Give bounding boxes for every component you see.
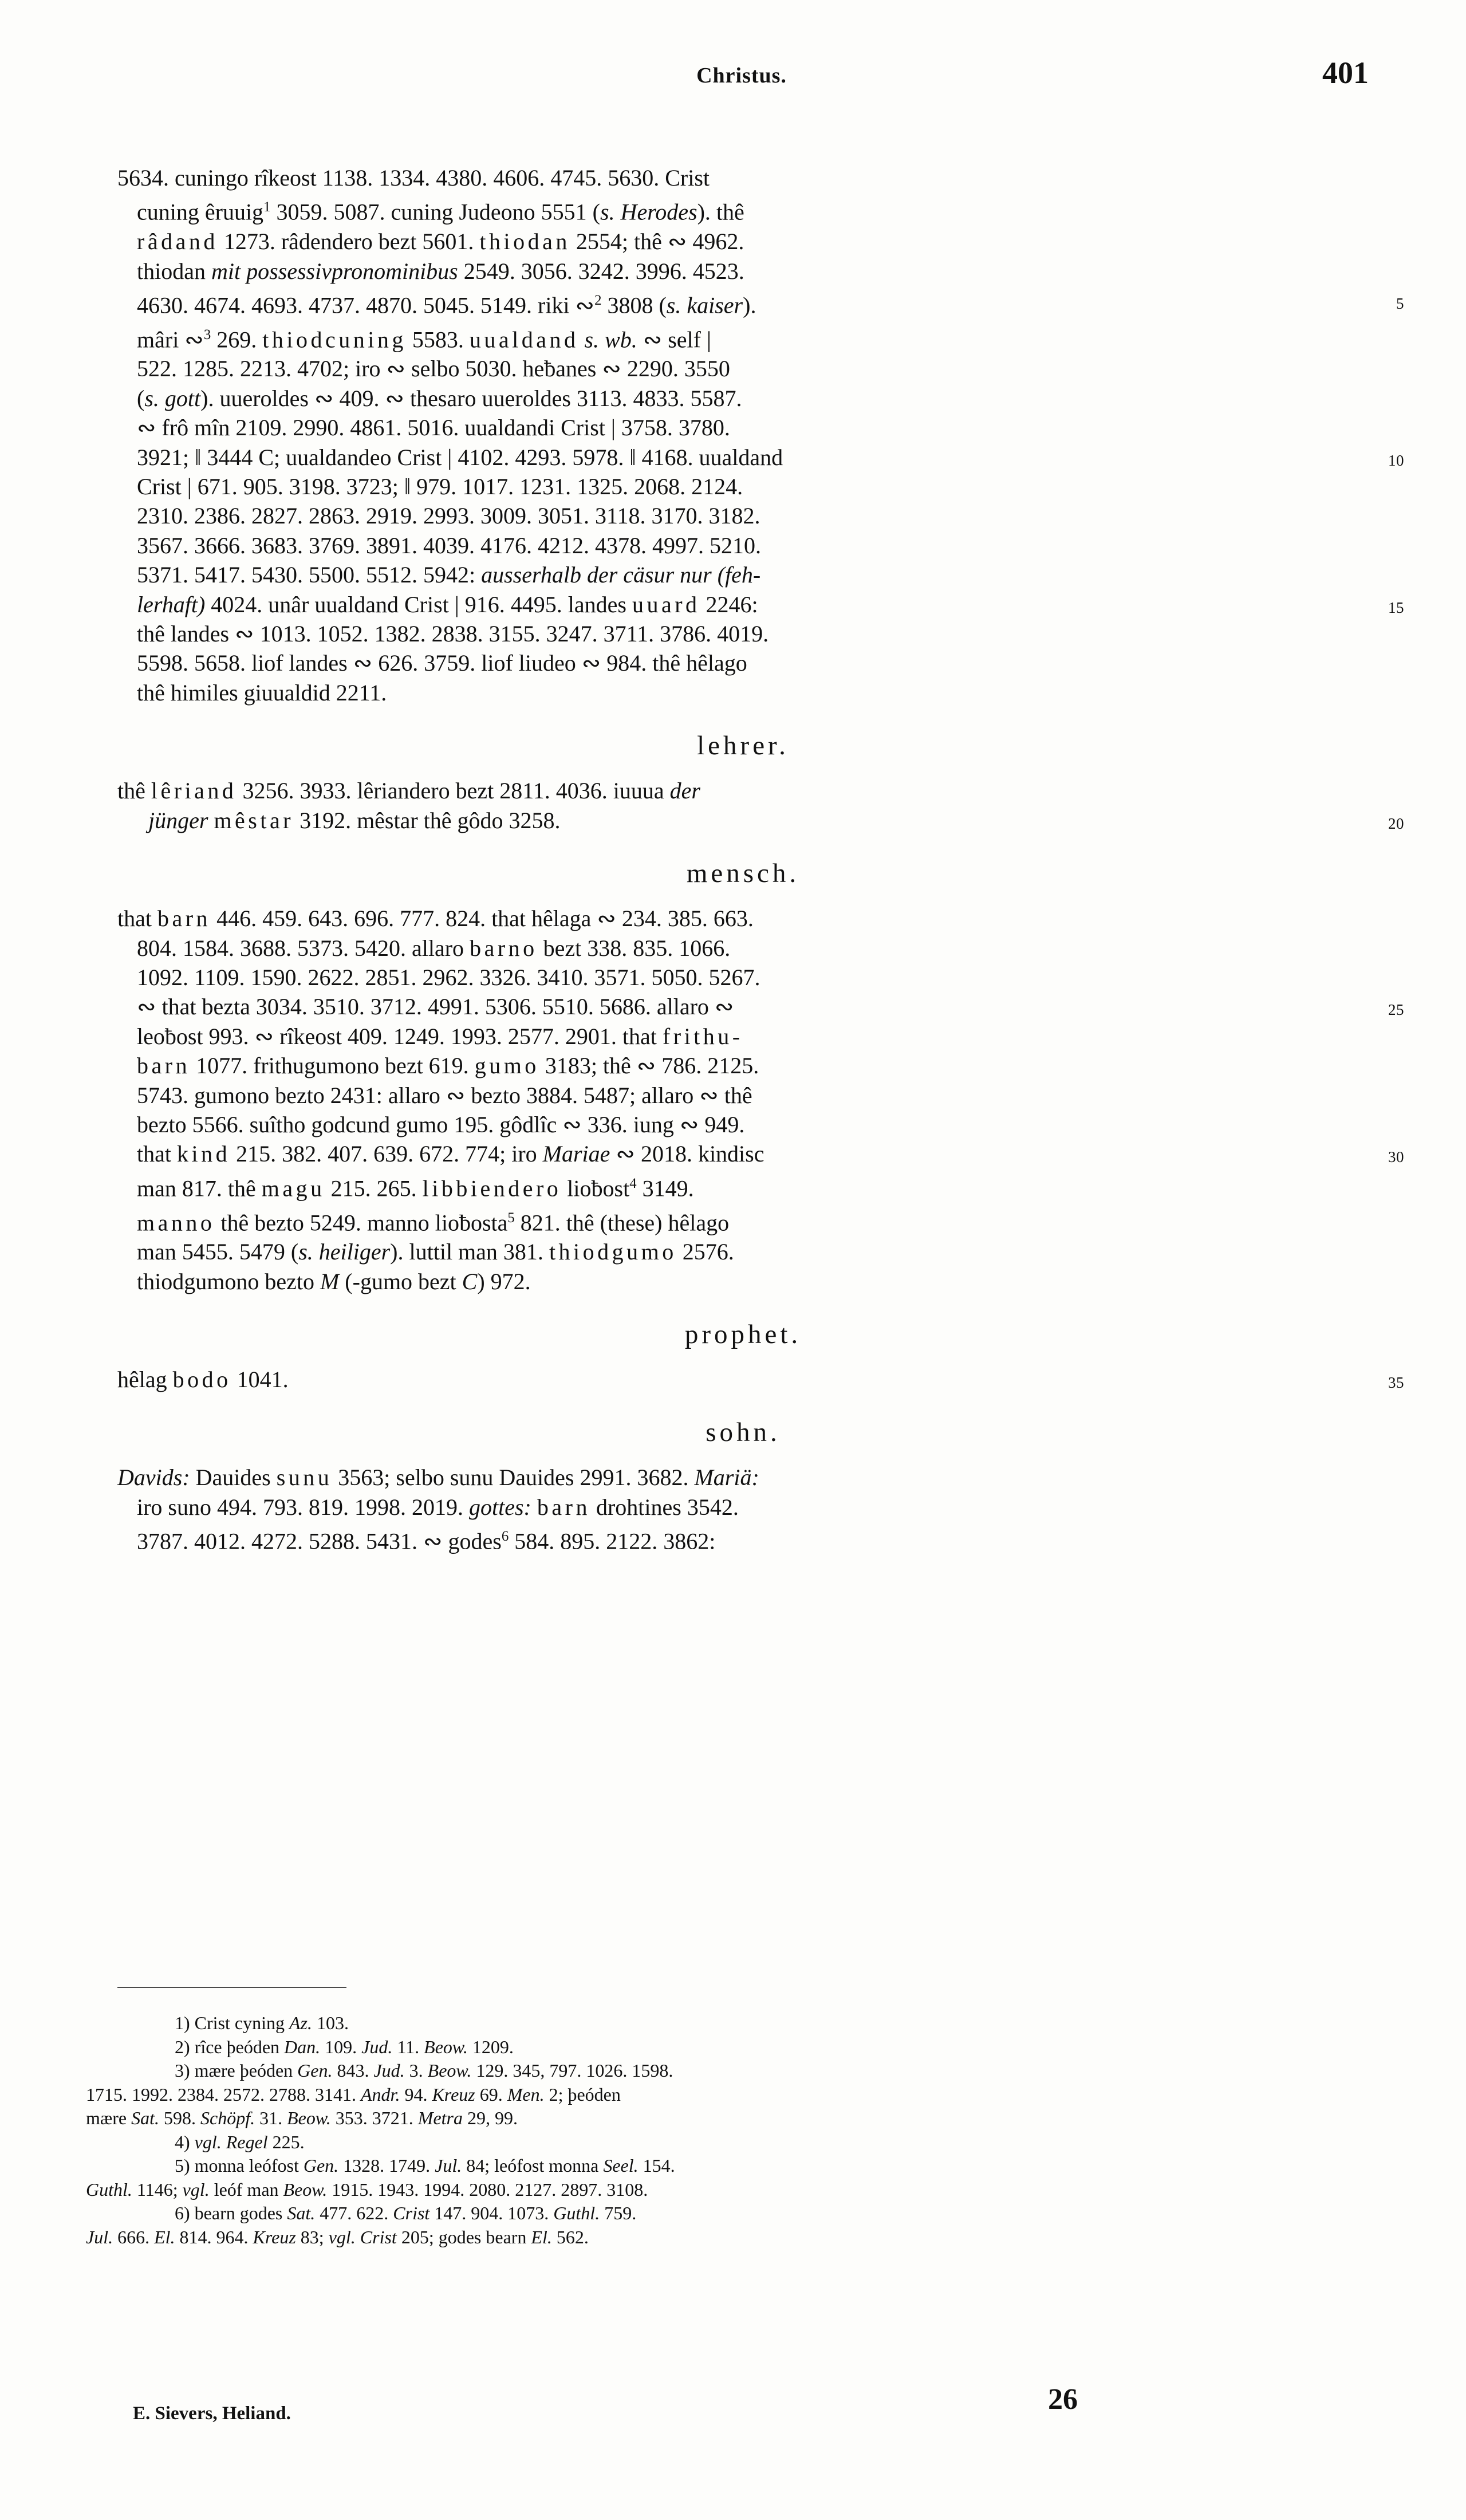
text-line: 5371. 5417. 5430. 5500. 5512. 5942: ausserhalb der cäsur nur (feh- bbox=[137, 562, 761, 588]
text-line: 3921; ‖ 3444 C; uualdandeo Crist | 4102. 4293. 5978. ‖ 4168. uualdand 10 bbox=[117, 443, 1369, 472]
footnote-line: 3) mære þeóden Gen. 843. Jud. 3. Beow. 129. 345, 797. 1026. 1598. bbox=[175, 2060, 673, 2081]
text-line: thê himiles giuualdid 2211. bbox=[137, 679, 387, 706]
text-line: Davids: Dauides sunu 3563; selbo sunu Dauides 2991. 3682. Mariä: bbox=[117, 1464, 759, 1491]
margin-line-number: 20 bbox=[1388, 814, 1404, 832]
text-line: 2310. 2386. 2827. 2863. 2919. 2993. 3009. 3051. 3118. 3170. 3182. bbox=[137, 503, 760, 529]
text-line: barn 1077. frithugumono bezt 619. gumo 3183; thê ∾ 786. 2125. bbox=[137, 1053, 759, 1079]
text-line: thiodgumono bezto M (-gumo bezt C) 972. bbox=[137, 1268, 531, 1294]
margin-line-number: 25 bbox=[1388, 1001, 1404, 1019]
text-line: that barn 446. 459. 643. 696. 777. 824. that hêlaga ∾ 234. 385. 663. bbox=[117, 905, 754, 932]
section-body-prophet bbox=[117, 1365, 1404, 1394]
section-heading-sohn: sohn. bbox=[706, 1418, 781, 1448]
text-line: 3567. 3666. 3683. 3769. 3891. 4039. 4176. 4212. 4378. 4997. 5210. bbox=[137, 532, 761, 558]
footnote-line: 1) Crist cyning Az. 103. bbox=[175, 2013, 349, 2033]
text-line: 5598. 5658. liof landes ∾ 626. 3759. liof liudeo ∾ 984. thê hêlago bbox=[137, 650, 747, 676]
text-line: 4630. 4674. 4693. 4737. 4870. 5045. 5149. riki ∾$^2$ 3808 (s. kaiser). 5 bbox=[117, 286, 1369, 320]
page-folio-number: 401 bbox=[1322, 56, 1369, 90]
text-line: thê landes ∾ 1013. 1052. 1382. 2838. 3155. 3247. 3711. 3786. 4019. bbox=[137, 621, 769, 647]
text-line: iro suno 494. 793. 819. 1998. 2019. gottes: barn drohtines 3542. bbox=[137, 1494, 739, 1520]
text-line: 804. 1584. 3688. 5373. 5420. allaro barno bezt 338. 835. 1066. bbox=[137, 935, 731, 961]
margin-line-number: 5 bbox=[1396, 294, 1404, 312]
footnote-line: Guthl. 1146; vgl. leóf man Beow. 1915. 1943. 1994. 2080. 2127. 2897. 3108. bbox=[86, 2179, 648, 2200]
text-line: mâri ∾$^3$ 269. thiodcuning 5583. uualdand s. wb. ∾ self | bbox=[137, 326, 711, 353]
text-line: manno thê bezto 5249. manno lioƀosta$^5$ 821. thê (these) hêlago bbox=[137, 1209, 730, 1235]
text-line: man 817. thê magu 215. 265. libbiendero lioƀost$^4$ 3149. bbox=[137, 1175, 694, 1202]
text-line: that kind 215. 382. 407. 639. 672. 774; iro Mariae ∾ 2018. kindisc 30 bbox=[117, 1139, 1369, 1168]
text-line: bezto 5566. suîtho godcund gumo 195. gôdlîc ∾ 336. iung ∾ 949. bbox=[137, 1111, 745, 1137]
text-line: cuning êruuig$^1$ 3059. 5087. cuning Judeono 5551 (s. Herodes). thê bbox=[137, 199, 744, 225]
text-line: 5743. gumono bezto 2431: allaro ∾ bezto 3884. 5487; allaro ∾ thê bbox=[137, 1082, 752, 1108]
signature-number: 26 bbox=[1048, 2383, 1078, 2416]
text-line: man 5455. 5479 (s. heiliger). luttil man 381. thiodgumo 2576. bbox=[137, 1239, 734, 1265]
text-line: ∾ that bezta 3034. 3510. 3712. 4991. 5306. 5510. 5686. allaro ∾ 25 bbox=[117, 992, 1369, 1021]
footnote-block bbox=[86, 2011, 1374, 2249]
colophon-text: E. Sievers, Heliand. bbox=[133, 2403, 291, 2424]
footnote-line: mære Sat. 598. Schöpf. 31. Beow. 353. 3721. Metra 29, 99. bbox=[86, 2108, 518, 2128]
section-body-christus bbox=[117, 163, 1404, 707]
text-line: 1092. 1109. 1590. 2622. 2851. 2962. 3326. 3410. 3571. 5050. 5267. bbox=[137, 964, 760, 990]
margin-line-number: 30 bbox=[1388, 1148, 1404, 1166]
text-line: 5634. cuningo rîkeost 1138. 1334. 4380. 4606. 4745. 5630. Crist bbox=[117, 165, 710, 191]
footnote-line: Jul. 666. El. 814. 964. Kreuz 83; vgl. Crist 205; godes bearn El. 562. bbox=[86, 2226, 589, 2247]
footnote-line: 5) monna leófost Gen. 1328. 1749. Jul. 84; leófost monna Seel. 154. bbox=[175, 2155, 675, 2176]
text-line: lerhaft) 4024. unâr uualdand Crist | 916. 4495. landes uuard 2246: 15 bbox=[117, 590, 1369, 619]
text-line: ∾ frô mîn 2109. 2990. 4861. 5016. uualdandi Crist | 3758. 3780. bbox=[137, 415, 730, 441]
text-line: 3787. 4012. 4272. 5288. 5431. ∾ godes$^6$ 584. 895. 2122. 3862: bbox=[137, 1528, 716, 1554]
text-line: jünger mêstar 3192. mêstar thê gôdo 3258. 20 bbox=[117, 806, 1369, 835]
main-text-column bbox=[117, 163, 1404, 1556]
margin-line-number: 35 bbox=[1388, 1374, 1404, 1392]
margin-line-number: 10 bbox=[1388, 451, 1404, 469]
text-line: 522. 1285. 2213. 4702; iro ∾ selbo 5030. heƀanes ∾ 2290. 3550 bbox=[137, 356, 730, 382]
section-heading-prophet: prophet. bbox=[684, 1320, 802, 1350]
section-body-sohn bbox=[117, 1463, 1369, 1556]
text-line: leoƀost 993. ∾ rîkeost 409. 1249. 1993. 2577. 2901. that frithu- bbox=[137, 1023, 743, 1049]
running-head-title: Christus. bbox=[696, 64, 787, 88]
section-body-lehrer bbox=[117, 776, 1404, 835]
text-line: hêlag bodo 1041. 35 bbox=[117, 1365, 1369, 1394]
text-line: thiodan mit possessivpronominibus 2549. 3056. 3242. 3996. 4523. bbox=[137, 258, 744, 284]
text-line: Crist | 671. 905. 3198. 3723; ‖ 979. 1017. 1231. 1325. 2068. 2124. bbox=[137, 474, 743, 500]
footnote-line: 2) rîce þeóden Dan. 109. Jud. 11. Beow. 1209. bbox=[175, 2036, 514, 2057]
footnote-separator-rule bbox=[117, 1987, 346, 1988]
margin-line-number: 15 bbox=[1388, 598, 1404, 616]
text-line: thê lêriand 3256. 3933. lêriandero bezt 2811. 4036. iuuua der bbox=[117, 778, 700, 804]
footnote-line: 4) vgl. Regel 225. bbox=[175, 2131, 305, 2152]
footnote-line: 1715. 1992. 2384. 2572. 2788. 3141. Andr. 94. Kreuz 69. Men. 2; þeóden bbox=[86, 2084, 621, 2105]
section-body-mensch bbox=[117, 904, 1404, 1296]
running-head bbox=[115, 56, 1369, 103]
section-heading-mensch: mensch. bbox=[686, 859, 800, 889]
text-line: râdand 1273. râdendero bezt 5601. thiodan 2554; thê ∾ 4962. bbox=[137, 229, 744, 255]
footnote-line: 6) bearn godes Sat. 477. 622. Crist 147. 904. 1073. Guthl. 759. bbox=[175, 2203, 637, 2223]
section-heading-lehrer: lehrer. bbox=[697, 731, 789, 761]
text-line: (s. gott). uueroldes ∾ 409. ∾ thesaro uueroldes 3113. 4833. 5587. bbox=[137, 385, 742, 411]
